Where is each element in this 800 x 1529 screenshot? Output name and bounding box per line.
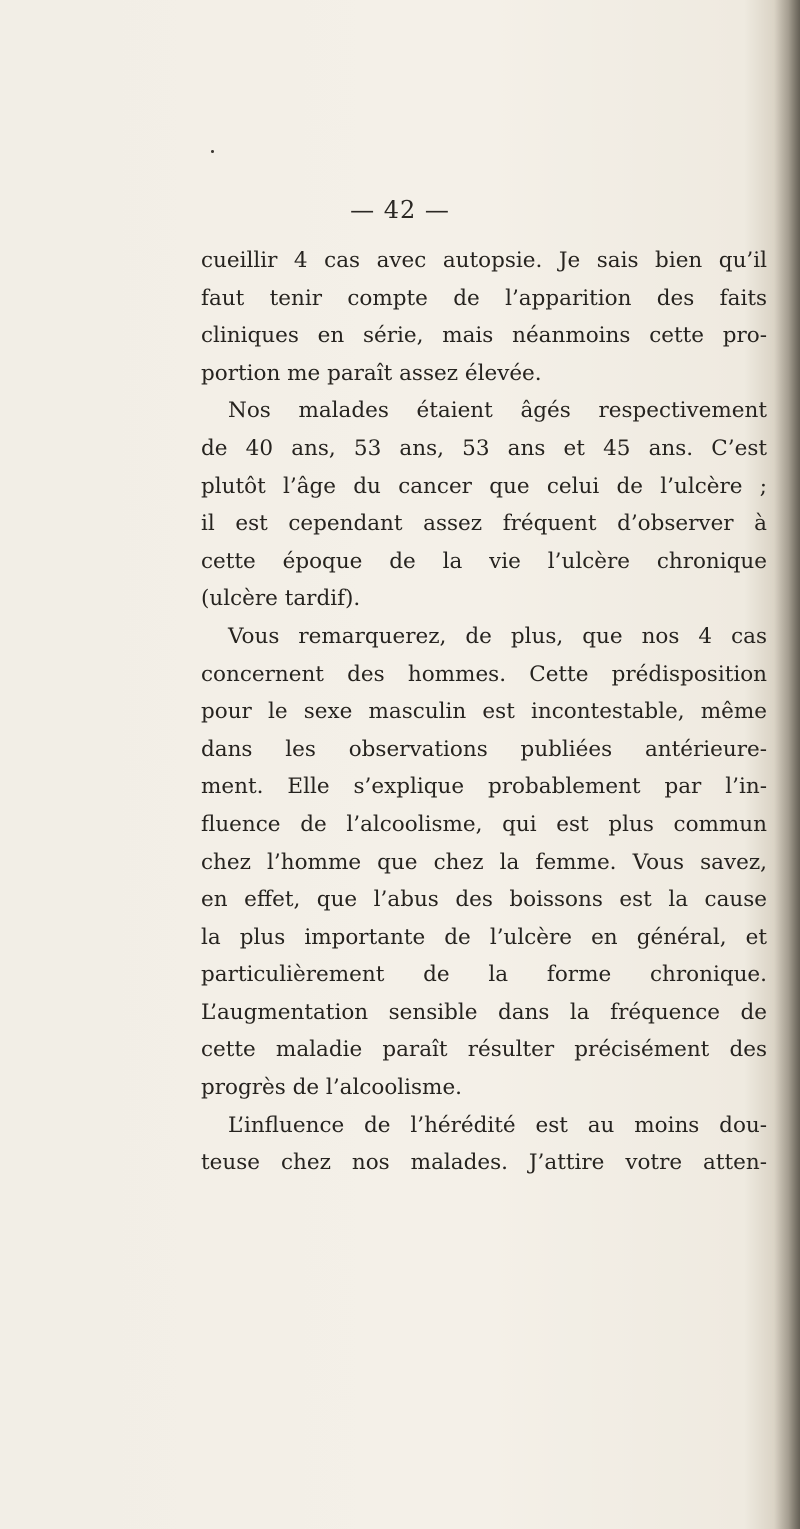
ink-speck [211,150,214,153]
text-line: particulièrement de la forme chronique. [201,962,767,988]
text-line: faut tenir compte de l’apparition des faits [201,285,767,311]
text-line: cueillir 4 cas avec autopsie. Je sais bien qu’il [201,248,767,273]
text-line: cette époque de la vie l’ulcère chronique [201,548,767,574]
text-line: de 40 ans, 53 ans, 53 ans et 45 ans. C’est [201,435,767,461]
text-line: chez l’homme que chez la femme. Vous savez, [201,849,767,875]
text-line: fluence de l’alcoolisme, qui est plus commun [201,811,767,837]
text-line: plutôt l’âge du cancer que celui de l’ulcère ; [201,473,767,499]
text-line: la plus importante de l’ulcère en général, et [201,924,767,950]
text-line: cette maladie paraît résulter précisément des [201,1037,767,1063]
text-line: portion me paraît assez élevée. [201,360,542,386]
page-edge-shadow [774,0,800,1529]
text-line: il est cependant assez fréquent d’observer à [201,511,767,537]
text-line: cliniques en série, mais néanmoins cette pro- [201,323,767,349]
text-line: dans les observations publiées antérieure- [201,736,767,762]
text-line: L’augmentation sensible dans la fréquence de [201,999,767,1025]
text-line: Vous remarquerez, de plus, que nos 4 cas [228,623,767,649]
text-line: concernent des hommes. Cette prédisposition [201,661,767,687]
text-line: en effet, que l’abus des boissons est la cause [201,887,767,913]
text-line: Nos malades étaient âgés respectivement [228,398,767,424]
page-number: — 42 — [350,196,450,224]
text-line: teuse chez nos malades. J’attire votre atten- [201,1150,767,1176]
body-text [201,242,767,1182]
text-line: pour le sexe masculin est incontestable, même [201,699,767,725]
text-line: L’influence de l’hérédité est au moins dou- [228,1112,767,1138]
text-line: (ulcère tardif). [201,586,361,612]
text-line: ment. Elle s’explique probablement par l’in- [201,774,767,800]
text-line: progrès de l’alcoolisme. [201,1075,463,1101]
